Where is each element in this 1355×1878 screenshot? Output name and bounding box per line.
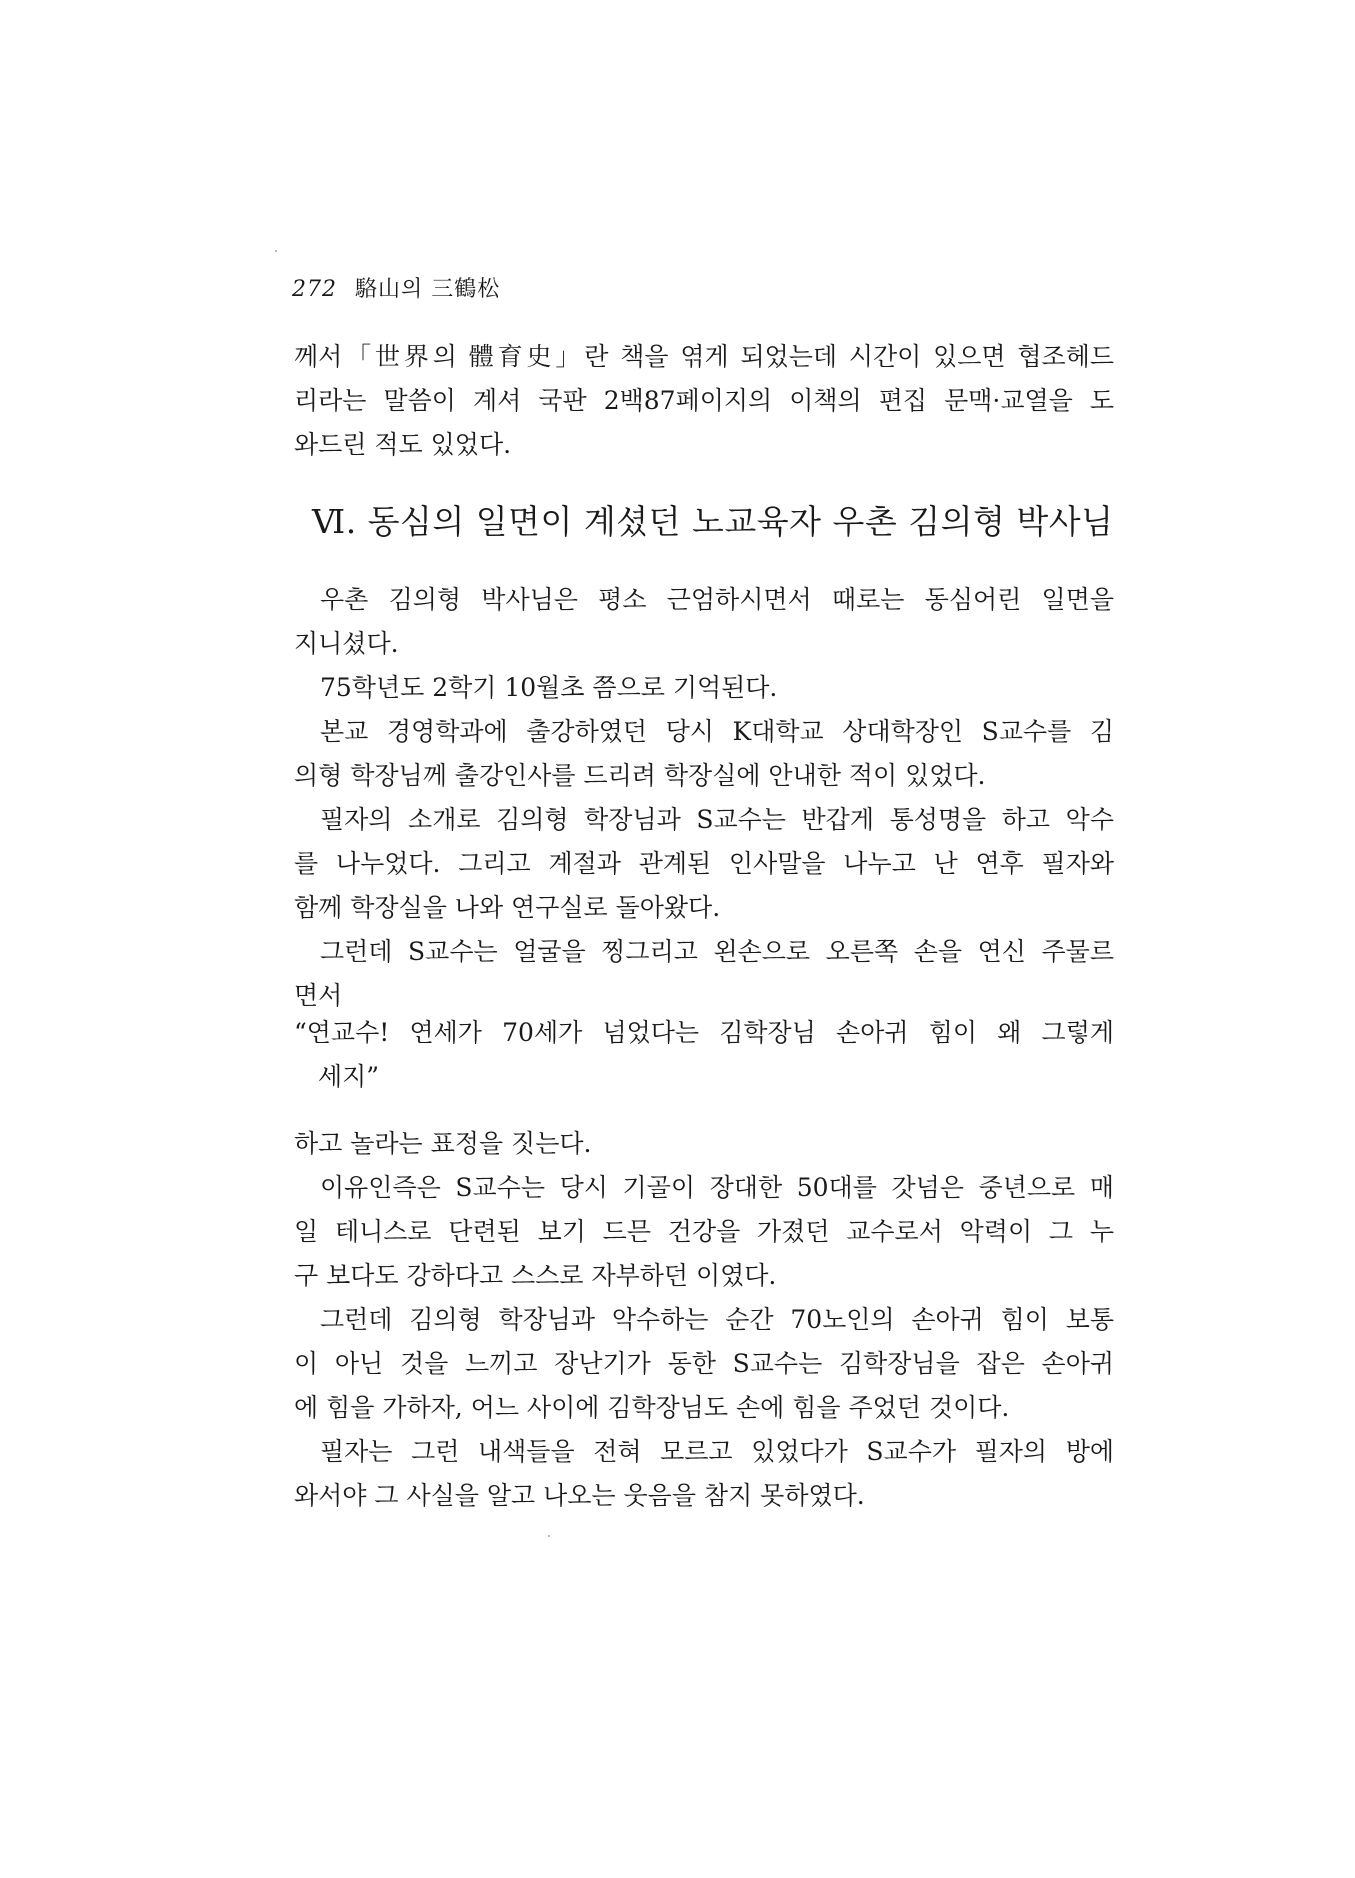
- body-part1: [294, 578, 1114, 1018]
- text-line: 께서「世界의 體育史」란 책을 엮게 되었는데 시간이 있으면 협조헤드: [294, 342, 1114, 371]
- text-line: 에 힘을 가하자, 어느 사이에 김학장님도 손에 힘을 주었던 것이다.: [294, 1393, 1010, 1422]
- text-line: 이 아닌 것을 느끼고 장난기가 동한 S교수는 김학장님을 잡은 손아귀: [294, 1349, 1114, 1378]
- text-line: 의형 학장님께 출강인사를 드리려 학장실에 안내한 적이 있었다.: [294, 761, 986, 790]
- text-line: 75학년도 2학기 10월초 쯤으로 기억된다.: [320, 673, 778, 702]
- text-line: 필자는 그런 내색들을 전혀 모르고 있었다가 S교수가 필자의 방에: [320, 1437, 1114, 1466]
- text-line: 함께 학장실을 나와 연구실로 돌아왔다.: [294, 893, 721, 922]
- text-line: 그런데 김의형 학장님과 악수하는 순간 70노인의 손아귀 힘이 보통: [320, 1305, 1114, 1334]
- text-line: 와서야 그 사실을 알고 나오는 웃음을 참지 못하였다.: [294, 1481, 865, 1510]
- page-number: 272: [292, 277, 337, 302]
- text-line: 리라는 말씀이 계셔 국판 2백87페이지의 이책의 편집 문맥·교열을 도: [294, 386, 1114, 415]
- body-part2: [294, 1122, 1114, 1518]
- text-line: 일 테니스로 단련된 보기 드믄 건강을 가졌던 교수로서 악력이 그 누: [294, 1217, 1114, 1246]
- text-line: 이유인즉은 S교수는 당시 기골이 장대한 50대를 갓넘은 중년으로 매: [320, 1173, 1114, 1202]
- section-heading: Ⅵ. 동심의 일면이 계셨던 노교육자 우촌 김의형 박사님: [312, 502, 1114, 541]
- text-line: 구 보다도 강하다고 스스로 자부하던 이였다.: [294, 1261, 777, 1290]
- scan-speck: [548, 1535, 550, 1537]
- intro-paragraph: [294, 335, 1114, 467]
- quote-line: “연교수! 연세가 70세가 넘었다는 김학장님 손아귀 힘이 왜 그렇게: [294, 1018, 1114, 1047]
- book-title: 駱山의 三鶴松: [355, 277, 501, 302]
- scan-speck: [275, 250, 277, 252]
- quote-block: [294, 1011, 1114, 1099]
- text-line: 지니셨다.: [294, 629, 399, 658]
- text-line: 그런데 S교수는 얼굴을 찡그리고 왼손으로 오른쪽 손을 연신 주물르: [320, 937, 1114, 966]
- quote-line: 세지”: [318, 1062, 380, 1091]
- text-line: 면서: [294, 981, 343, 1010]
- text-line: 와드린 적도 있었다.: [294, 430, 512, 459]
- text-line: 본교 경영학과에 출강하였던 당시 K대학교 상대학장인 S교수를 김: [320, 717, 1114, 746]
- text-line: 를 나누었다. 그리고 계절과 관계된 인사말을 나누고 난 연후 필자와: [294, 849, 1114, 878]
- text-line: 하고 놀라는 표정을 짓는다.: [294, 1129, 592, 1158]
- running-head: [292, 272, 500, 303]
- text-line: 필자의 소개로 김의형 학장님과 S교수는 반갑게 통성명을 하고 악수: [320, 805, 1114, 834]
- text-line: 우촌 김의형 박사님은 평소 근엄하시면서 때로는 동심어린 일면을: [320, 585, 1114, 614]
